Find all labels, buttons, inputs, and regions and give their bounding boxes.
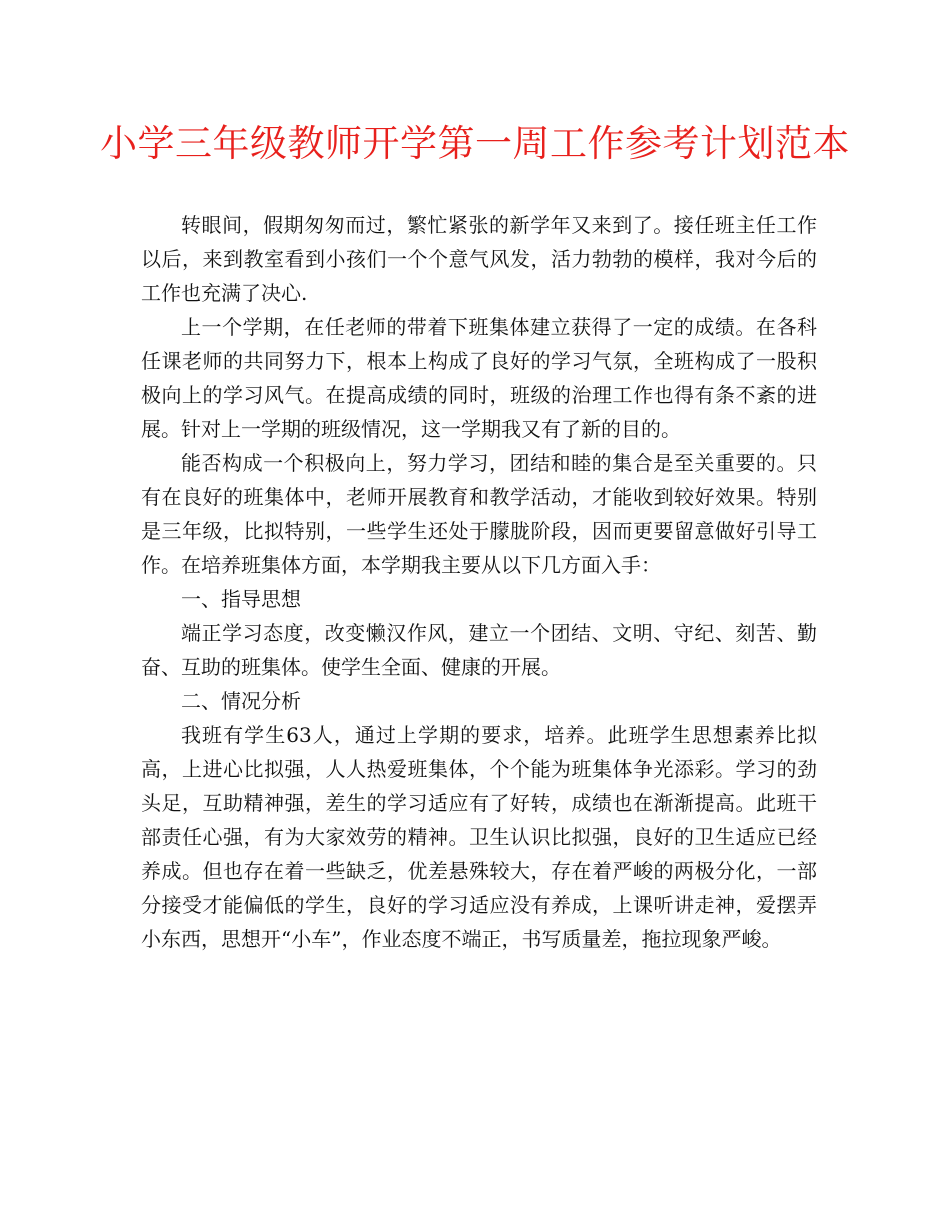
paragraph-guiding-thought: 端正学习态度，改变懒汉作风，建立一个团结、文明、守纪、刻苦、勤奋、互助的班集体。使学生全面、健康的开展。 — [141, 621, 817, 679]
document-body — [141, 208, 817, 956]
paragraph-class-building: 能否构成一个积极向上，努力学习，团结和睦的集合是至关重要的。只有在良好的班集体中，老师开展教育和教学活动，才能收到较好效果。特别是三年级，比拟特别，一些学生还处于朦胧阶段，因而更要留意做好引导工作。在培养班集体方面，本学期我主要从以下几方面入手： — [141, 451, 817, 577]
section-heading-guiding-thought: 一、指导思想 — [181, 587, 301, 611]
document-title: 小学三年级教师开学第一周工作参考计划范本 — [100, 122, 850, 165]
paragraph-intro: 转眼间，假期匆匆而过，繁忙紧张的新学年又来到了。接任班主任工作以后，来到教室看到小孩们一个个意气风发，活力勃勃的模样，我对今后的工作也充满了决心. — [141, 213, 817, 305]
section-heading-situation-analysis: 二、情况分析 — [181, 689, 301, 713]
paragraph-last-term: 上一个学期，在任老师的带着下班集体建立获得了一定的成绩。在各科任课老师的共同努力下，根本上构成了良好的学习气氛，全班构成了一股积极向上的学习风气。在提高成绩的同时，班级的治理工作也得有条不紊的进展。针对上一学期的班级情况，这一学期我又有了新的目的。 — [141, 315, 817, 441]
paragraph-situation-analysis: 我班有学生63人，通过上学期的要求，培养。此班学生思想素养比拟高，上进心比拟强，人人热爱班集体，个个能为班集体争光添彩。学习的劲头足，互助精神强，差生的学习适应有了好转，成绩也在渐渐提高。此班干部责任心强，有为大家效劳的精神。卫生认识比拟强，良好的卫生适应已经养成。但也存在着一些缺乏，优差悬殊较大，存在着严峻的两极分化，一部分接受才能偏低的学生，良好的学习适应没有养成，上课听讲走神，爱摆弄小东西，思想开“小车”，作业态度不端正，书写质量差，拖拉现象严峻。 — [141, 723, 817, 951]
